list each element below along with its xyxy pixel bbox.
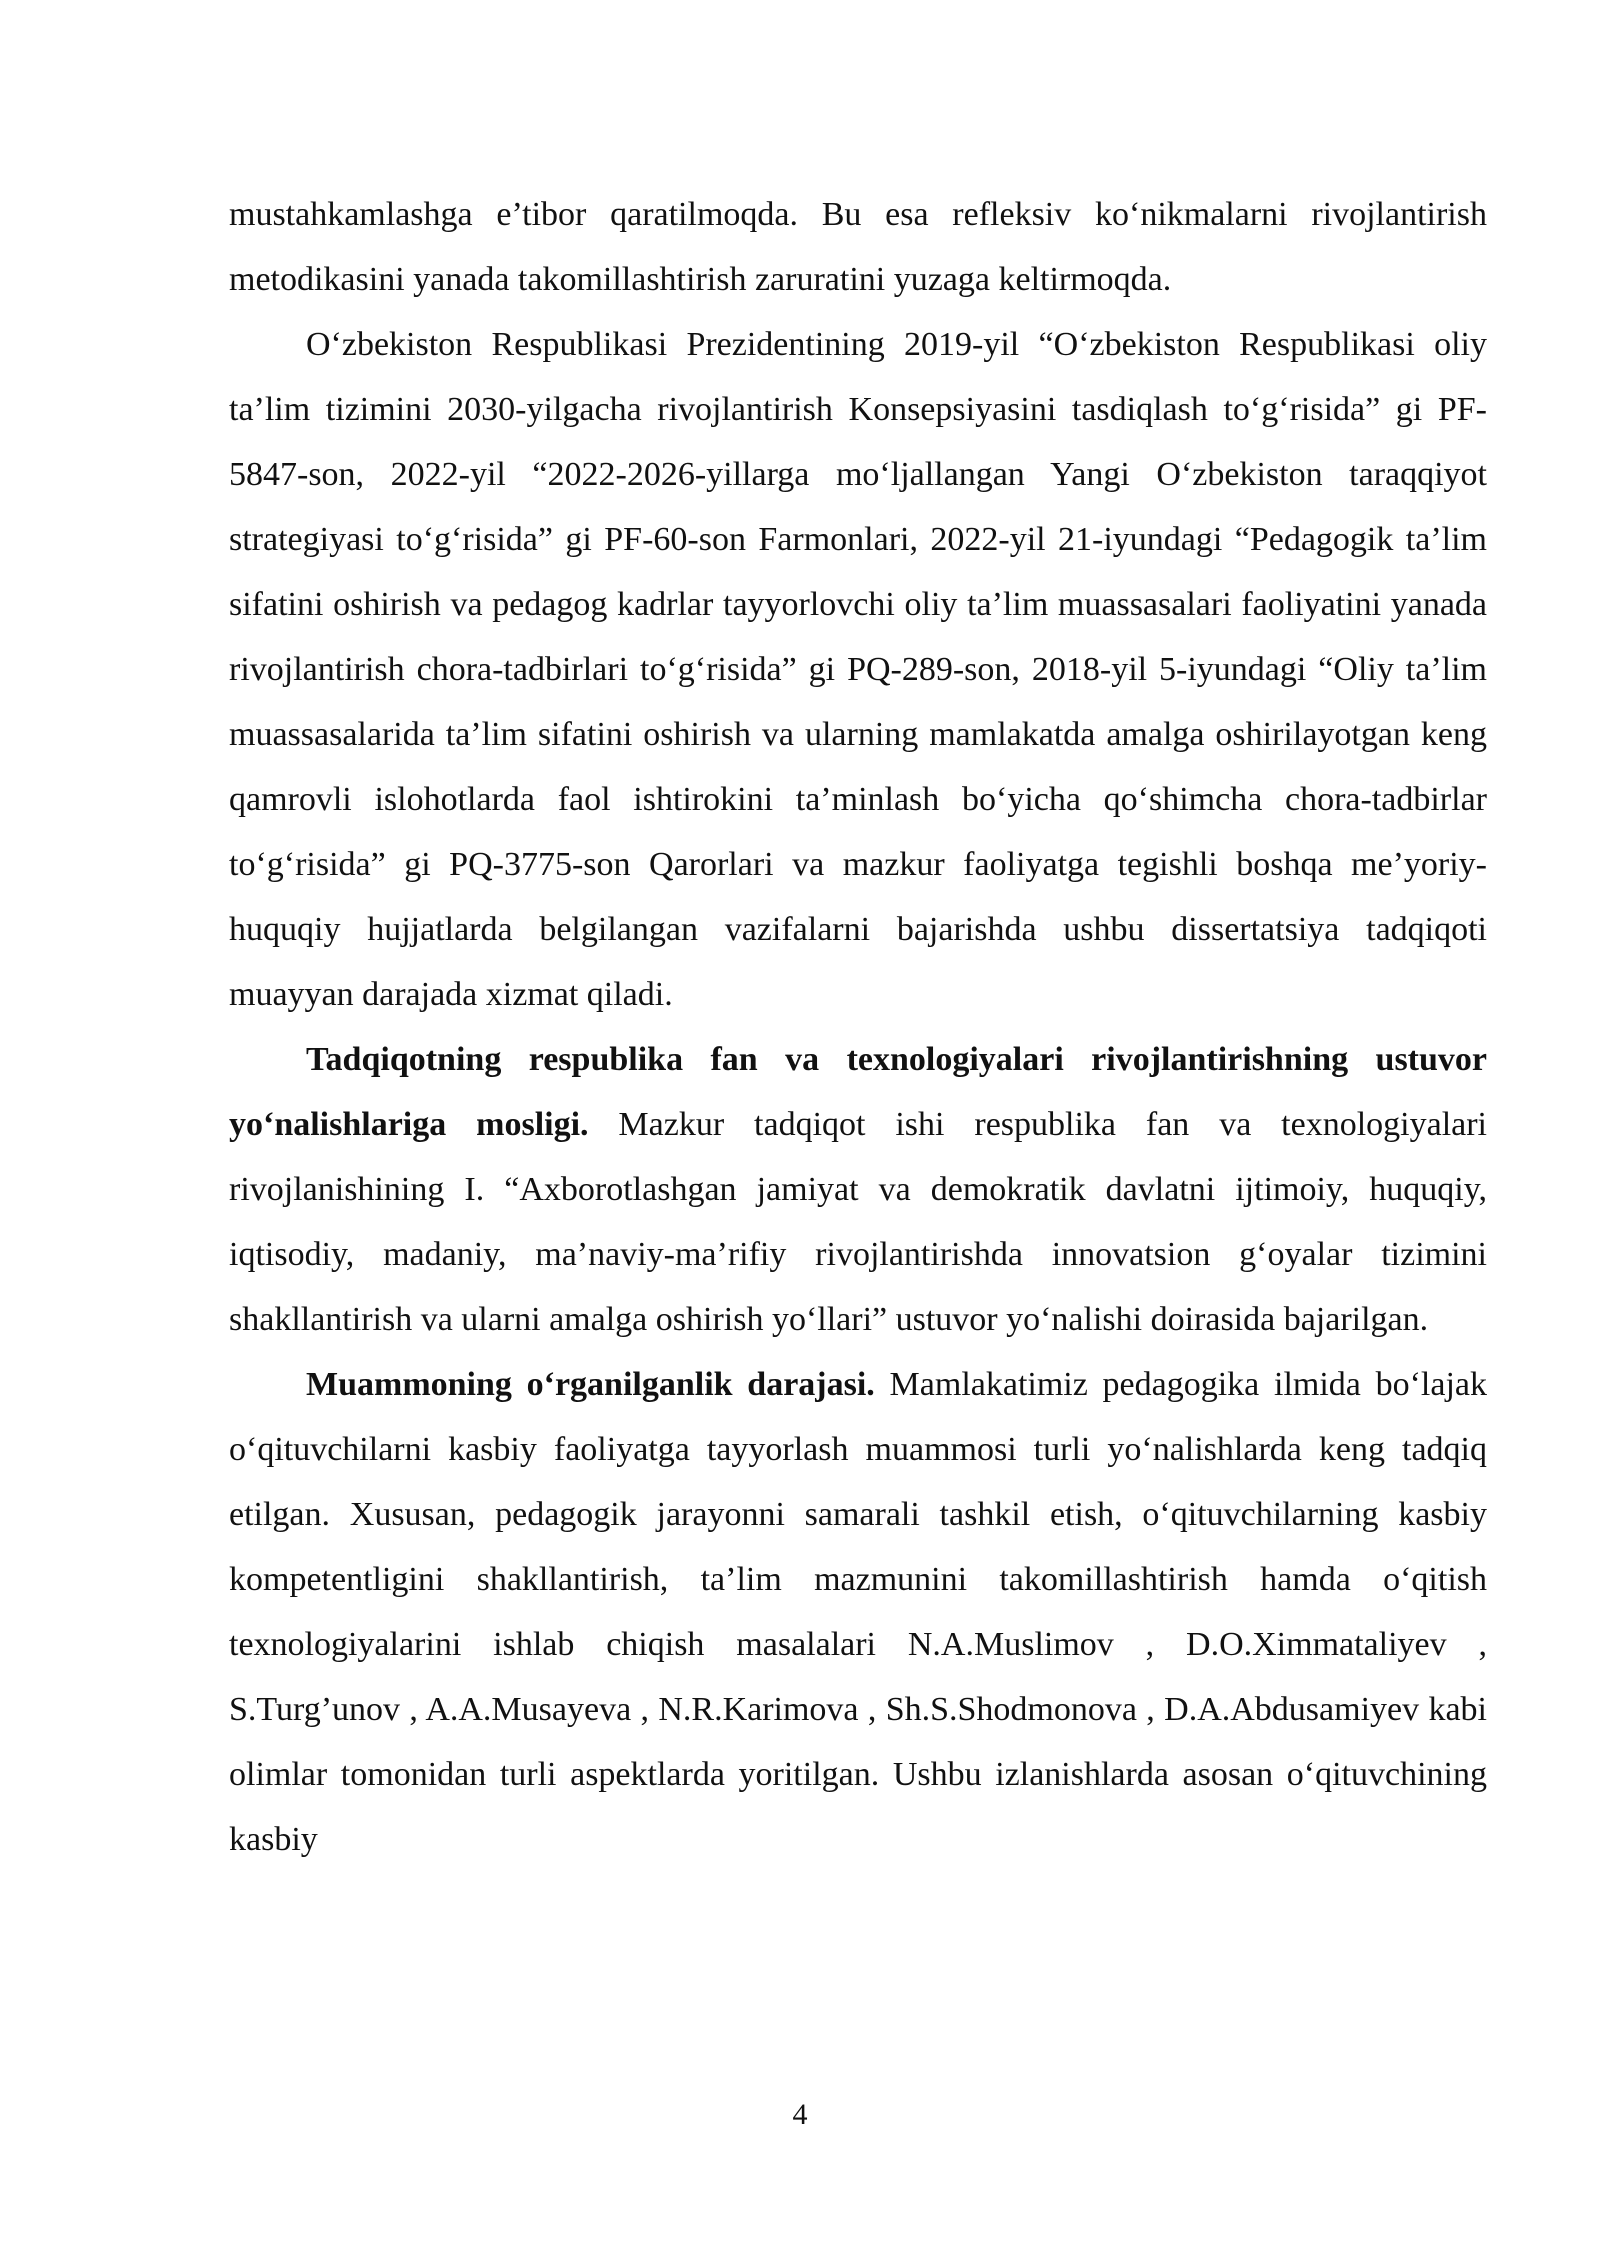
page-number: 4 xyxy=(792,2098,808,2131)
paragraph-problem-study-level xyxy=(229,1352,1487,1872)
paragraph-research-priority xyxy=(229,1027,1487,1352)
paragraph-text: mustahkamlashga e’tibor qaratilmoqda. Bu esa refleksiv ko‘nikmalarni rivojlantirish metodikasini yanada takomillashtirish zaruratini yuzaga keltirmoqda. xyxy=(229,196,1487,298)
paragraph-heading: Tadqiqotning respublika fan va texnologiyalari rivojlantirishning ustuvor yo‘nalishlariga mosligi. xyxy=(229,1041,1487,1143)
paragraph-legal-basis xyxy=(229,312,1487,1027)
paragraph-text: O‘zbekiston Respublikasi Prezidentining 2019-yil “O‘zbekiston Respublikasi oliy ta’lim tizimini 2030-yilgacha rivojlantirish Konsepsiyasini tasdiqlash to‘g‘risida” gi PF-5847-son, 2022-yil “2022-2026-yillarga mo‘ljallangan Yangi O‘zbekiston taraqqiyot strategiyasi to‘g‘risida” gi PF-60-son Farmonlari, 2022-yil 21-iyundagi “Pedagogik ta’lim sifatini oshirish va pedagog kadrlar tayyorlovchi oliy ta’lim muassasalari faoliyatini yanada rivojlantirish chora-tadbirlari to‘g‘risida” gi PQ-289-son, 2018-yil 5-iyundagi “Oliy ta’lim muassasalarida ta’lim sifatini oshirish va ularning mamlakatda amalga oshirilayotgan keng qamrovli islohotlarda faol ishtirokini ta’minlash bo‘yicha qo‘shimcha chora-tadbirlar to‘g‘risida” gi PQ-3775-son Qarorlari va mazkur faoliyatga tegishli boshqa me’yoriy-huquqiy hujjatlarda belgilangan vazifalarni bajarishda ushbu dissertatsiya tadqiqoti muayyan darajada xizmat qiladi. xyxy=(229,326,1487,1013)
paragraph-text: Mazkur tadqiqot ishi respublika fan va texnologiyalari rivojlanishining I. “Axborotlashgan jamiyat va demokratik davlatni ijtimoiy, huquqiy, iqtisodiy, madaniy, ma’naviy-ma’rifiy rivojlantirishda innovatsion g‘oyalar tizimini shakllantirish va ularni amalga oshirish yo‘llari” ustuvor yo‘nalishi doirasida bajarilgan. xyxy=(229,1106,1487,1338)
document-body xyxy=(229,182,1487,1872)
paragraph-text: Mamlakatimiz pedagogika ilmida bo‘lajak o‘qituvchilarni kasbiy faoliyatga tayyorlash muammosi turli yo‘nalishlarda keng tadqiq etilgan. Xususan, pedagogik jarayonni samarali tashkil etish, o‘qituvchilarning kasbiy kompetentligini shakllantirish, ta’lim mazmunini takomillashtirish hamda o‘qitish texnologiyalarini ishlab chiqish masalalari N.A.Muslimov , D.O.Ximmataliyev , S.Turg’unov , A.A.Musayeva , N.R.Karimova , Sh.S.Shodmonova , D.A.Abdusamiyev kabi olimlar tomonidan turli aspektlarda yoritilgan. Ushbu izlanishlarda asosan o‘qituvchining kasbiy xyxy=(229,1366,1488,1858)
paragraph-continuation xyxy=(229,182,1487,312)
paragraph-heading: Muammoning o‘rganilganlik darajasi. xyxy=(306,1366,875,1403)
